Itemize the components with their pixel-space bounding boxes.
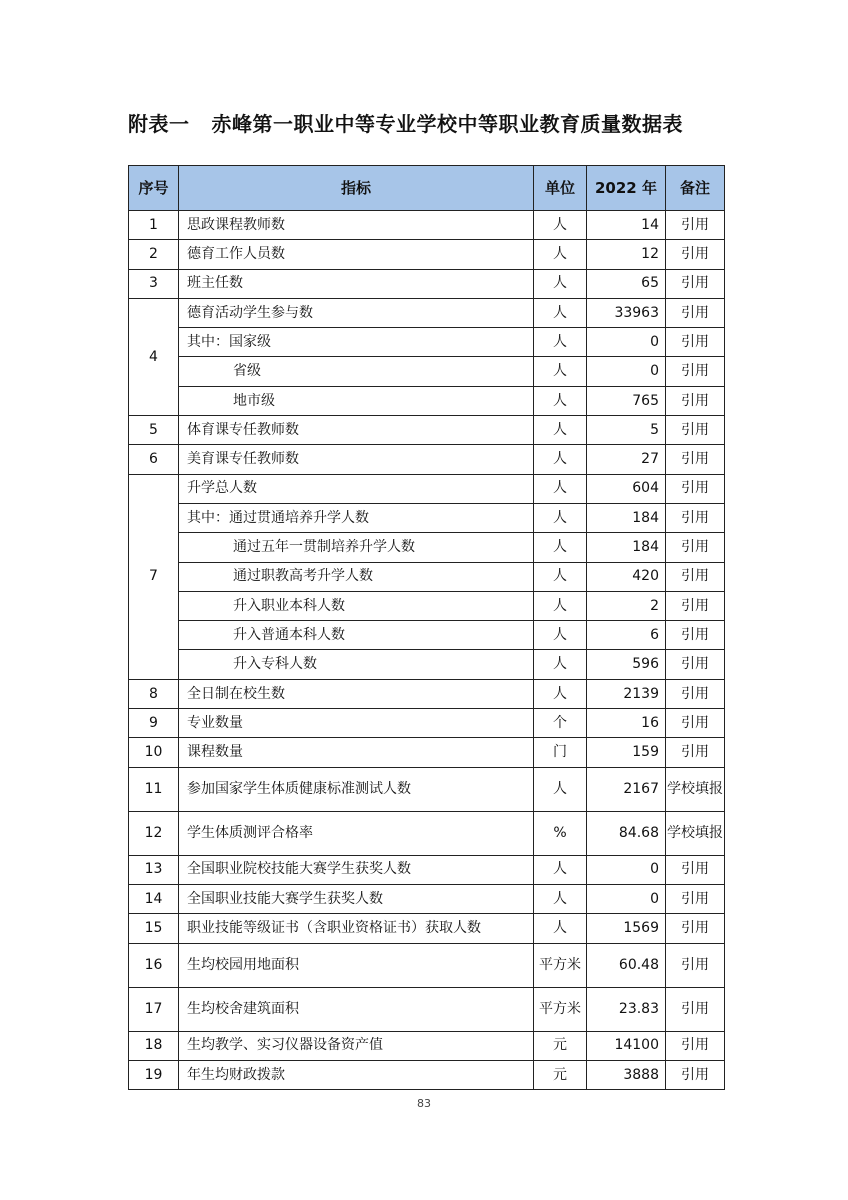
row-note: 引用 [666, 474, 725, 503]
table-row [129, 767, 725, 811]
table-row [129, 445, 725, 474]
row-unit: 元 [534, 1031, 587, 1060]
row-seq: 9 [129, 709, 179, 738]
row-unit: 人 [534, 562, 587, 591]
row-value: 14 [587, 211, 666, 240]
row-unit: 元 [534, 1060, 587, 1089]
row-seq: 18 [129, 1031, 179, 1060]
row-value: 12 [587, 240, 666, 269]
row-value: 6 [587, 621, 666, 650]
row-note: 引用 [666, 1060, 725, 1089]
table-row [129, 211, 725, 240]
row-unit: 人 [534, 591, 587, 620]
row-note: 引用 [666, 298, 725, 327]
row-unit: 人 [534, 474, 587, 503]
row-seq: 5 [129, 416, 179, 445]
row-indicator: 德育活动学生参与数 [179, 298, 534, 327]
table-row [129, 679, 725, 708]
row-note: 引用 [666, 269, 725, 298]
table-row [129, 416, 725, 445]
row-unit: 人 [534, 445, 587, 474]
table-row [129, 811, 725, 855]
row-note: 引用 [666, 679, 725, 708]
row-note: 引用 [666, 328, 725, 357]
row-seq: 6 [129, 445, 179, 474]
table-row [129, 709, 725, 738]
row-unit: 个 [534, 709, 587, 738]
row-note: 引用 [666, 987, 725, 1031]
row-indicator: 通过五年一贯制培养升学人数 [179, 533, 534, 562]
row-seq: 3 [129, 269, 179, 298]
row-unit: 人 [534, 386, 587, 415]
row-unit: 人 [534, 884, 587, 913]
table-row [129, 357, 725, 386]
header-note: 备注 [666, 166, 725, 211]
page-number: 83 [417, 1097, 431, 1110]
row-value: 23.83 [587, 987, 666, 1031]
table-row [129, 621, 725, 650]
row-seq: 17 [129, 987, 179, 1031]
row-unit: 人 [534, 240, 587, 269]
table-row [129, 533, 725, 562]
row-value: 765 [587, 386, 666, 415]
row-unit: 人 [534, 533, 587, 562]
table-row [129, 328, 725, 357]
row-value: 60.48 [587, 943, 666, 987]
row-indicator: 全国职业院校技能大赛学生获奖人数 [179, 855, 534, 884]
row-unit: 人 [534, 328, 587, 357]
row-unit: 人 [534, 621, 587, 650]
row-indicator: 省级 [179, 357, 534, 386]
row-indicator: 其中：通过贯通培养升学人数 [179, 503, 534, 532]
header-indicator: 指标 [179, 166, 534, 211]
table-row [129, 738, 725, 767]
row-indicator: 地市级 [179, 386, 534, 415]
header-unit: 单位 [534, 166, 587, 211]
row-value: 1569 [587, 914, 666, 943]
row-note: 引用 [666, 591, 725, 620]
row-indicator: 升入普通本科人数 [179, 621, 534, 650]
row-indicator: 职业技能等级证书（含职业资格证书）获取人数 [179, 914, 534, 943]
table-row [129, 562, 725, 591]
row-indicator: 升学总人数 [179, 474, 534, 503]
row-note: 引用 [666, 357, 725, 386]
row-indicator: 专业数量 [179, 709, 534, 738]
row-unit: 平方米 [534, 943, 587, 987]
row-seq: 14 [129, 884, 179, 913]
row-note: 引用 [666, 445, 725, 474]
row-note: 引用 [666, 1031, 725, 1060]
document-title [128, 108, 748, 137]
row-note: 引用 [666, 738, 725, 767]
table-row [129, 240, 725, 269]
header-seq: 序号 [129, 166, 179, 211]
table-row [129, 855, 725, 884]
row-seq: 19 [129, 1060, 179, 1089]
row-note: 引用 [666, 533, 725, 562]
row-indicator: 体育课专任教师数 [179, 416, 534, 445]
row-note: 引用 [666, 211, 725, 240]
table-row [129, 987, 725, 1031]
table-row [129, 650, 725, 679]
row-note: 引用 [666, 503, 725, 532]
row-value: 0 [587, 357, 666, 386]
row-seq: 10 [129, 738, 179, 767]
row-indicator: 学生体质测评合格率 [179, 811, 534, 855]
table-row [129, 298, 725, 327]
row-value: 33963 [587, 298, 666, 327]
row-seq: 2 [129, 240, 179, 269]
row-value: 596 [587, 650, 666, 679]
row-indicator: 其中：国家级 [179, 328, 534, 357]
row-unit: 人 [534, 855, 587, 884]
table-row [129, 943, 725, 987]
row-note: 引用 [666, 914, 725, 943]
row-note: 引用 [666, 621, 725, 650]
row-note: 引用 [666, 650, 725, 679]
row-seq: 8 [129, 679, 179, 708]
header-year: 2022 年 [587, 166, 666, 211]
table-row [129, 474, 725, 503]
row-note: 学校填报 [666, 767, 725, 811]
row-indicator: 生均校园用地面积 [179, 943, 534, 987]
row-unit: 人 [534, 503, 587, 532]
quality-data-table [128, 165, 725, 1090]
row-value: 420 [587, 562, 666, 591]
row-unit: 人 [534, 767, 587, 811]
row-unit: 人 [534, 416, 587, 445]
row-seq: 4 [129, 298, 179, 415]
row-indicator: 通过职教高考升学人数 [179, 562, 534, 591]
row-seq: 16 [129, 943, 179, 987]
row-value: 184 [587, 533, 666, 562]
table-row [129, 591, 725, 620]
row-seq: 11 [129, 767, 179, 811]
row-seq: 7 [129, 474, 179, 679]
table-row [129, 269, 725, 298]
row-value: 2 [587, 591, 666, 620]
row-indicator: 升入专科人数 [179, 650, 534, 679]
row-value: 0 [587, 884, 666, 913]
row-value: 184 [587, 503, 666, 532]
row-seq: 1 [129, 211, 179, 240]
row-unit: 人 [534, 269, 587, 298]
row-indicator: 德育工作人员数 [179, 240, 534, 269]
table-row [129, 503, 725, 532]
table-header-row [129, 166, 725, 211]
row-note: 引用 [666, 943, 725, 987]
row-indicator: 参加国家学生体质健康标准测试人数 [179, 767, 534, 811]
row-unit: 人 [534, 357, 587, 386]
row-unit: 人 [534, 679, 587, 708]
row-value: 159 [587, 738, 666, 767]
row-indicator: 美育课专任教师数 [179, 445, 534, 474]
row-seq: 12 [129, 811, 179, 855]
row-value: 0 [587, 855, 666, 884]
row-unit: 门 [534, 738, 587, 767]
row-value: 2167 [587, 767, 666, 811]
row-value: 14100 [587, 1031, 666, 1060]
row-value: 65 [587, 269, 666, 298]
row-note: 引用 [666, 562, 725, 591]
table-row [129, 386, 725, 415]
row-indicator: 年生均财政拨款 [179, 1060, 534, 1089]
row-unit: % [534, 811, 587, 855]
row-note: 引用 [666, 884, 725, 913]
row-unit: 人 [534, 211, 587, 240]
row-value: 27 [587, 445, 666, 474]
row-value: 2139 [587, 679, 666, 708]
row-unit: 人 [534, 914, 587, 943]
row-seq: 13 [129, 855, 179, 884]
title-label: 附表一 [128, 112, 190, 136]
row-note: 引用 [666, 855, 725, 884]
row-note: 引用 [666, 240, 725, 269]
row-value: 84.68 [587, 811, 666, 855]
row-value: 604 [587, 474, 666, 503]
row-note: 引用 [666, 386, 725, 415]
row-indicator: 生均校舍建筑面积 [179, 987, 534, 1031]
row-indicator: 生均教学、实习仪器设备资产值 [179, 1031, 534, 1060]
title-text: 赤峰第一职业中等专业学校中等职业教育质量数据表 [211, 112, 683, 136]
row-value: 0 [587, 328, 666, 357]
row-value: 5 [587, 416, 666, 445]
table-row [129, 1060, 725, 1089]
row-unit: 平方米 [534, 987, 587, 1031]
row-unit: 人 [534, 298, 587, 327]
row-indicator: 升入职业本科人数 [179, 591, 534, 620]
row-indicator: 课程数量 [179, 738, 534, 767]
row-indicator: 思政课程教师数 [179, 211, 534, 240]
row-value: 3888 [587, 1060, 666, 1089]
row-unit: 人 [534, 650, 587, 679]
row-indicator: 班主任数 [179, 269, 534, 298]
row-indicator: 全国职业技能大赛学生获奖人数 [179, 884, 534, 913]
row-value: 16 [587, 709, 666, 738]
table-row [129, 1031, 725, 1060]
row-note: 学校填报 [666, 811, 725, 855]
row-note: 引用 [666, 416, 725, 445]
row-indicator: 全日制在校生数 [179, 679, 534, 708]
table-row [129, 884, 725, 913]
row-seq: 15 [129, 914, 179, 943]
row-note: 引用 [666, 709, 725, 738]
table-row [129, 914, 725, 943]
